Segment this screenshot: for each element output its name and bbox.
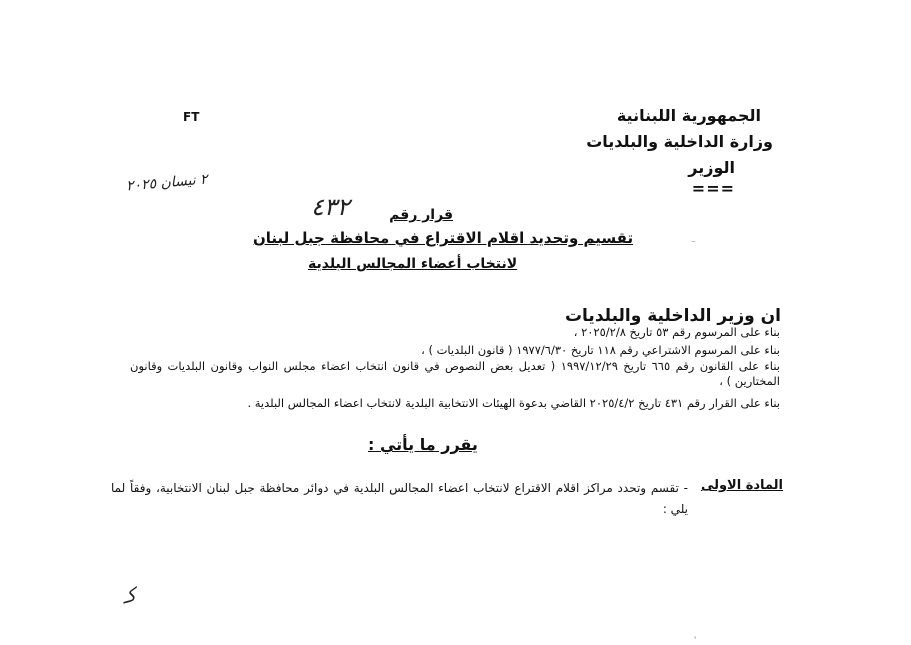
handwritten-initials: كـ — [119, 584, 139, 609]
decides-heading: يقرر ما يأتي : — [368, 435, 478, 454]
decision-number-handwritten: ٤٣٢ — [311, 193, 350, 221]
article1-text: - تقسم وتحدد مراكز اقلام الاقتراع لانتخاب اعضاء المجالس البلدية في دوائر محافظة جبل لبنان الانتخابية، وفقاً لما يلي : — [111, 481, 688, 516]
header-separator: === — [691, 179, 735, 198]
decision-title-line1: تقسيم وتحديد اقلام الاقتراع في محافظة جبل لبنان — [253, 229, 634, 247]
header-minister: الوزير — [688, 158, 735, 177]
decision-title-line2: لانتخاب أعضاء المجالس البلدية — [308, 256, 518, 272]
handwritten-date: ٢ نيسان ٢٠٢٥ — [125, 171, 209, 195]
preamble-item-1: بناء على المرسوم رقم ٥٣ تاريخ ٢٠٢٥/٢/٨ ، — [573, 325, 780, 339]
preamble-item-3: بناء على القانون رقم ٦٦٥ تاريخ ١٩٩٧/١٢/٢٩ ( تعديل بعض النصوص في قانون انتخاب اعضاء مجلس النواب وقانون البلديات وقانون المختارين ) ، — [130, 359, 780, 388]
header-ministry: وزارة الداخلية والبلديات — [586, 132, 773, 151]
document-code: FT — [183, 110, 200, 124]
preamble-item-4: بناء على القرار رقم ٤٣١ تاريخ ٢٠٢٥/٤/٢ القاضي بدعوة الهيئات الانتخابية البلدية لانتخاب اعضاء المجالس البلدية . — [247, 396, 780, 410]
header-republic: الجمهورية اللبنانية — [616, 106, 761, 125]
article1-label: المادة الاولى — [700, 478, 783, 493]
decision-label: قرار رقم — [389, 207, 453, 223]
issuer-line: ان وزير الداخلية والبلديات — [564, 306, 781, 326]
preamble-item-2: بناء على المرسوم الاشتراعي رقم ١١٨ تاريخ ١٩٧٧/٦/٣٠ ( قانون البلديات ) ، — [421, 343, 780, 357]
